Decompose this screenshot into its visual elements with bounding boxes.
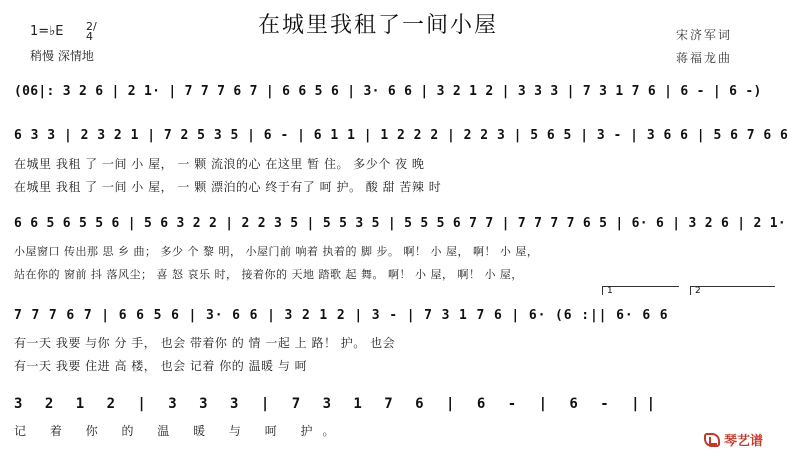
volta-label-1: 1 [607, 286, 613, 296]
volta-second-ending [690, 286, 775, 295]
tempo-marking: 稍慢 深情地 [30, 49, 94, 63]
watermark-brand: 琴艺谱 [724, 434, 764, 449]
key-signature: 1=♭E [30, 24, 64, 39]
lyric-line-2-verse-2: 站在你的 窗前 抖 落风尘； 喜 怒 哀乐 时， 接着你的 天地 踏歌 起 舞。 啊！ 小 屋， 啊！ 小 屋， [14, 268, 523, 281]
volta-label-2: 2 [695, 286, 701, 296]
lyric-line-3-verse-1: 有一天 我要 与你 分 手， 也会 带着你 的 情 一起 上 路！ 护。 也会 [14, 336, 396, 350]
lyric-line-3-verse-2: 有一天 我要 住进 高 楼， 也会 记着 你的 温暖 与 呵 [14, 359, 308, 373]
staff-line-3: 7 7 7 6 7 | 6 6 5 6 | 3· 6 6 | 3 2 1 2 | 3 - | 7 3 1 7 6 | 6· (6 :|| 6· 6 6 [14, 308, 669, 323]
music-logo-icon [704, 433, 720, 447]
staff-line-2: 6 6 5 6 5 5 6 | 5 6 3 2 2 | 2 2 3 5 | 5 5 3 5 | 5 5 5 6 7 7 | 7 7 7 7 6 5 | 6· 6 | 3 2 6 | 2 1· [14, 216, 787, 231]
staff-line-intro: (06|: 3 2 6 | 2 1· | 7 7 7 6 7 | 6 6 5 6 | 3· 6 6 | 3 2 1 2 | 3 3 3 | 7 3 1 7 6 | 6 - | 6 -) [14, 84, 762, 99]
staff-line-1: 6 3 3 | 2 3 2 1 | 7 2 5 3 5 | 6 - | 6 1 1 | 1 2 2 2 | 2 2 3 | 5 6 5 | 3 - | 3 6 6 | 5 6 7 6 6 [14, 128, 789, 143]
volta-first-ending [602, 286, 679, 295]
composer-credit: 蒋福龙曲 [676, 51, 733, 65]
song-title: 在城里我租了一间小屋 [258, 13, 499, 38]
lyricist-credit: 宋济军词 [676, 28, 733, 42]
lyric-line-4-verse-1: 记 着 你 的 温 暖 与 呵 护。 [14, 424, 345, 438]
lyric-line-1-verse-2: 在城里 我租 了 一间 小 屋， 一 颗 漂泊的心 终于有了 呵 护。 酸 甜 苦辣 时 [14, 180, 442, 194]
site-watermark [704, 430, 763, 449]
time-signature: 2/4 [86, 20, 97, 43]
staff-line-4: 3 2 1 2 | 3 3 3 | 7 3 1 7 6 | 6 - | 6 - || [14, 396, 663, 412]
lyric-line-2-verse-1: 小屋窗口 传出那 思 乡 曲； 多少 个 黎 明， 小屋门前 响着 执着的 脚 步。 啊！ 小 屋， 啊！ 小 屋， [14, 245, 539, 258]
lyric-line-1-verse-1: 在城里 我租 了 一间 小 屋， 一 颗 流浪的心 在这里 暂 住。 多少个 夜 晚 [14, 157, 425, 171]
